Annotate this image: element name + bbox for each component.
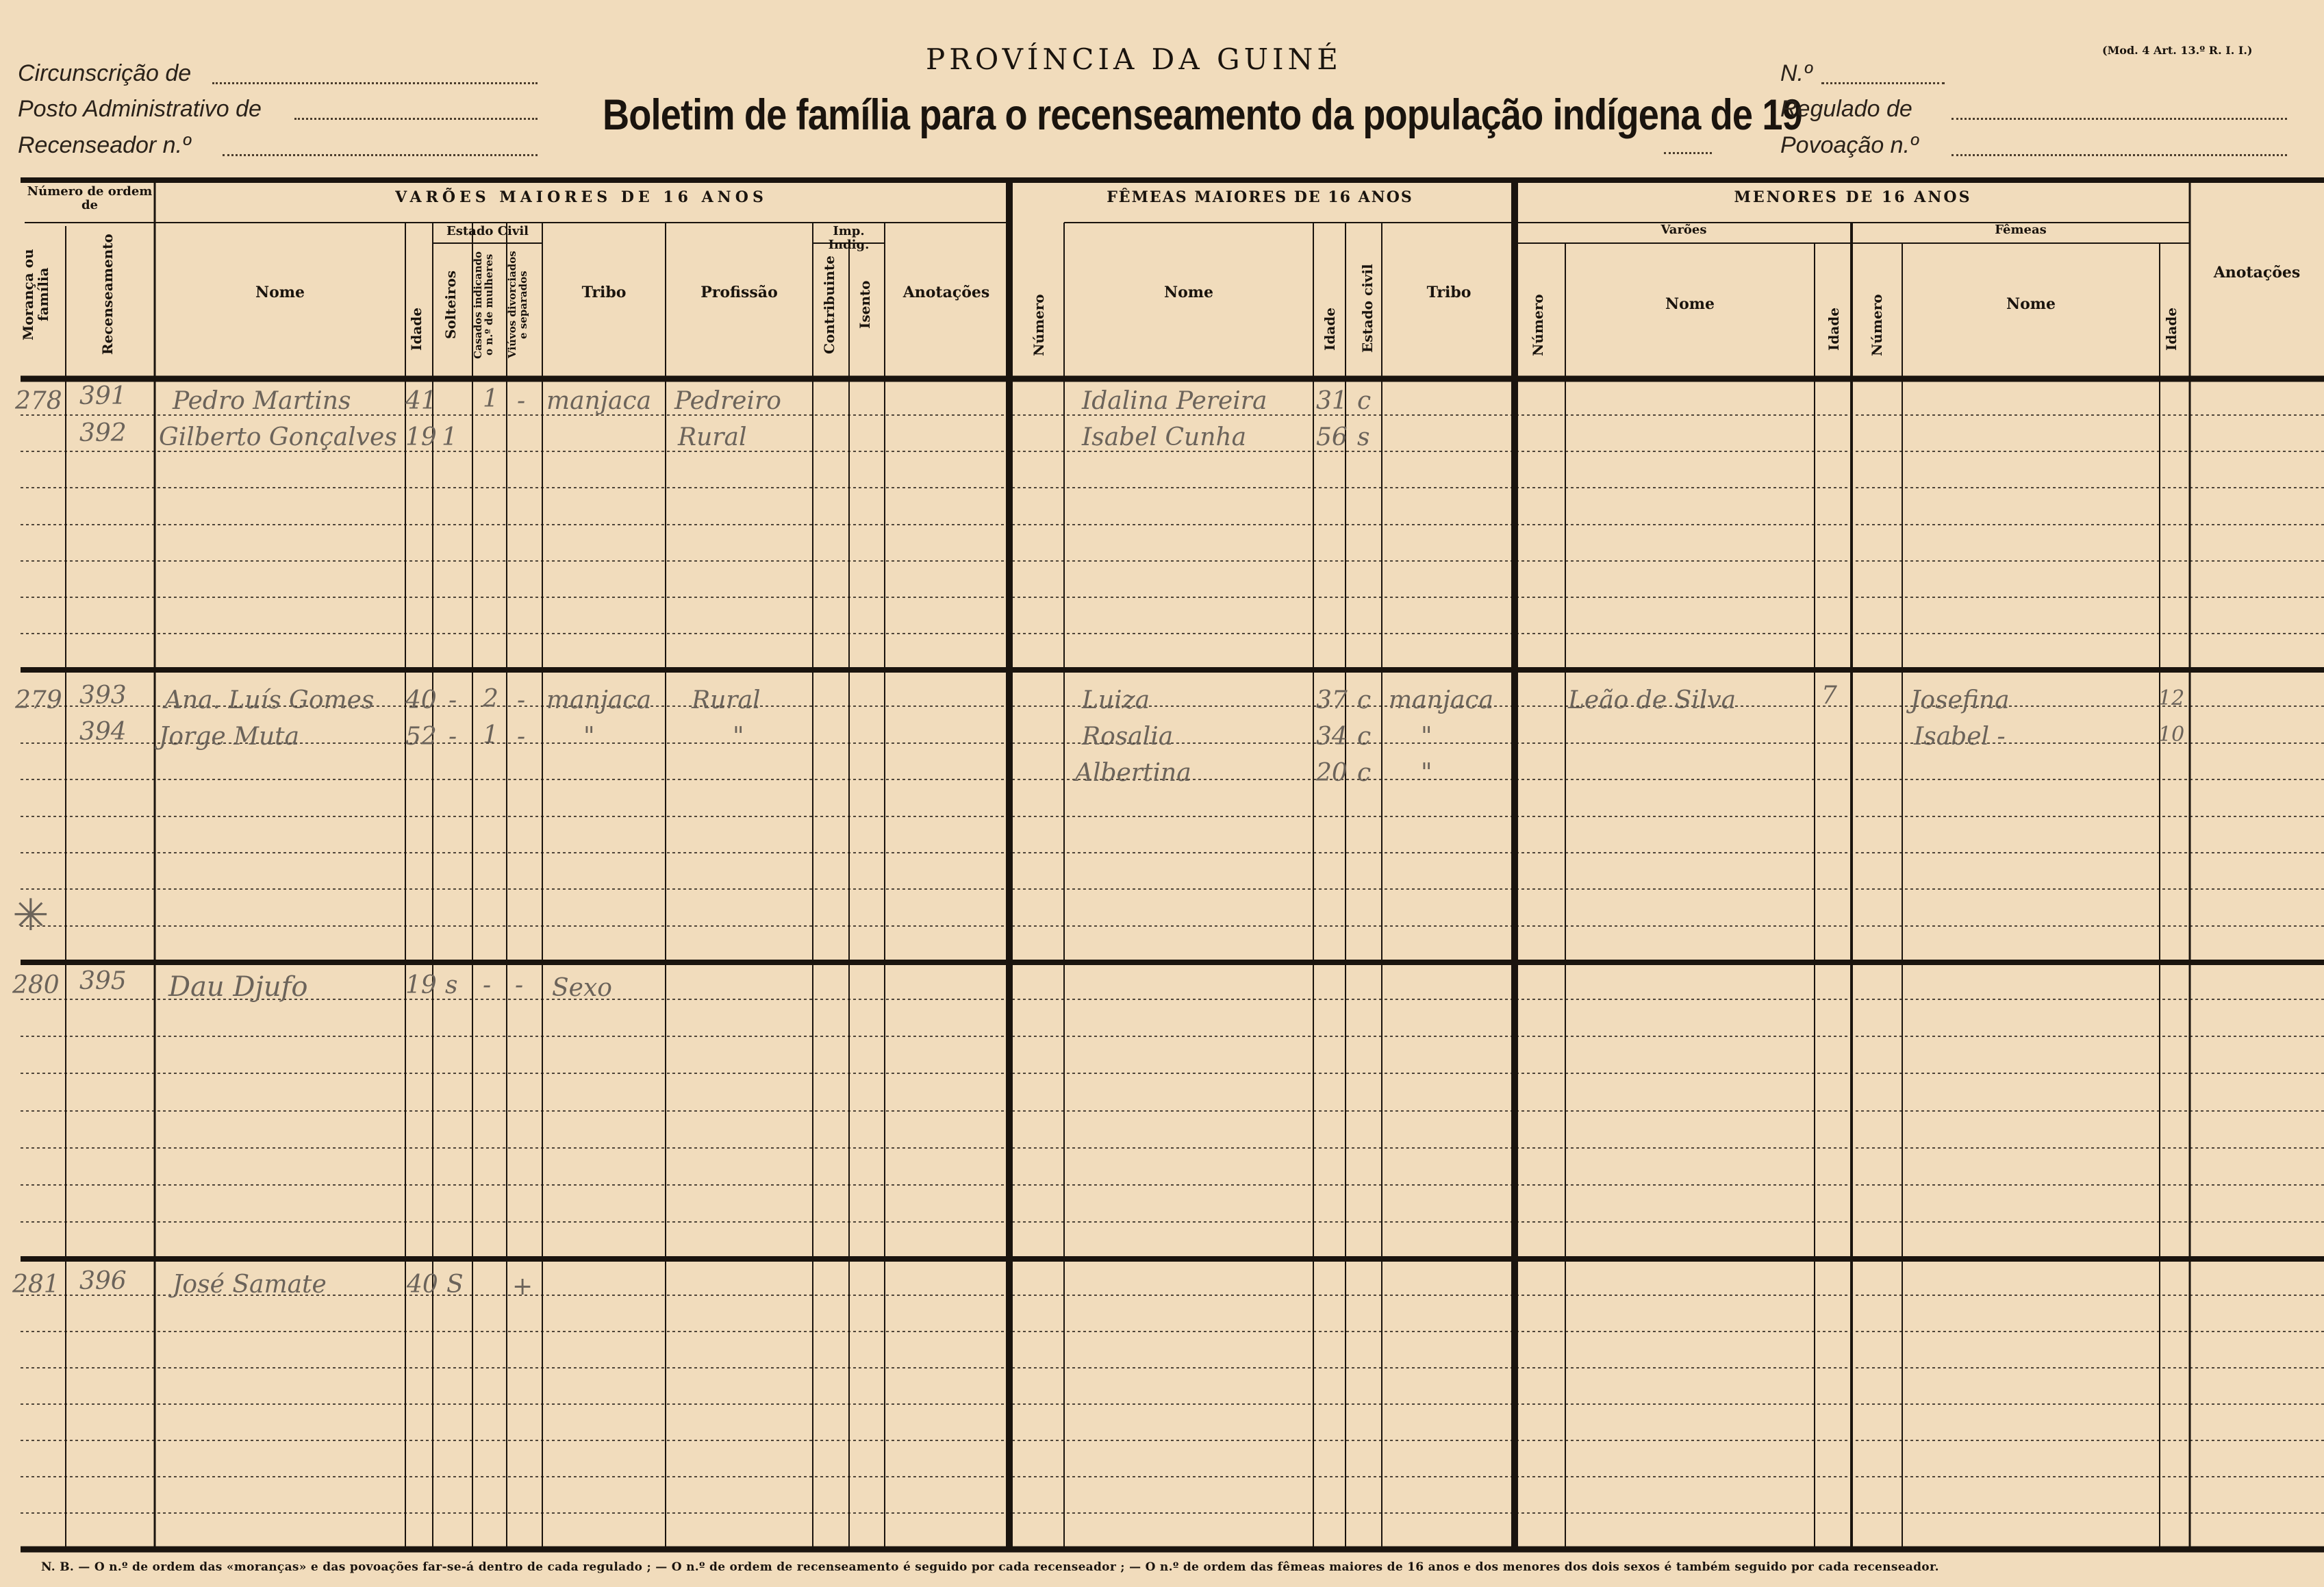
header-f-idade: Idade xyxy=(1322,307,1338,351)
e3-mv-idade[interactable]: 7 xyxy=(1821,682,1837,710)
e6-idade[interactable]: 19 xyxy=(405,971,437,999)
e5-f-nome[interactable]: Albertina xyxy=(1075,759,1191,787)
e2-nome[interactable]: Gilberto Gonçalves xyxy=(159,423,397,451)
e3-f-tribo[interactable]: manjaca xyxy=(1389,686,1494,714)
e6-solteiros[interactable]: s xyxy=(445,971,458,999)
e4-nome[interactable]: Jorge Muta xyxy=(159,723,300,751)
header-v-anotacoes: Anotações xyxy=(902,284,990,301)
e4-f-tribo[interactable]: " xyxy=(1421,723,1432,751)
margin-asterisk: ✳ xyxy=(12,890,49,941)
e4-f-nome[interactable]: Rosalia xyxy=(1082,723,1174,751)
e7-rec[interactable]: 396 xyxy=(79,1267,127,1295)
header-m-femeas: Fêmeas xyxy=(1995,223,2047,237)
header-solteiros: Solteiros xyxy=(442,270,459,340)
e3-casados[interactable]: 2 xyxy=(483,685,498,713)
e6-tribo[interactable]: Sexo xyxy=(552,974,612,1002)
header-isento: Isento xyxy=(857,280,873,329)
e2-profissao[interactable]: Rural xyxy=(678,423,747,451)
header-mv-idade: Idade xyxy=(1826,307,1842,351)
e4-f-idade[interactable]: 34 xyxy=(1316,723,1348,751)
e1-viuvos[interactable]: - xyxy=(517,387,526,415)
e4-mf-nome[interactable]: Isabel - xyxy=(1914,723,2006,751)
footer-note: N. B. — O n.º de ordem das «moranças» e das povoações far-se-á dentro de cada regulado ; — O n.º de ordem de recenseamento é seguido por cada recenseador ; — O n.º de ordem das fêmeas maiores de 16 anos e dos menores dos dois sexos é também seguido por cada recenseador. xyxy=(41,1560,1939,1574)
e1-idade[interactable]: 41 xyxy=(405,387,437,415)
e2-solteiros[interactable]: 1 xyxy=(442,423,457,451)
e4-tribo[interactable]: " xyxy=(583,723,595,751)
e6-moranca[interactable]: 280 xyxy=(12,971,60,999)
header-f-estado-civil: Estado civil xyxy=(1359,264,1376,353)
e3-tribo[interactable]: manjaca xyxy=(546,686,652,714)
header-mv-numero: Número xyxy=(1530,294,1546,357)
e3-rec[interactable]: 393 xyxy=(79,682,127,710)
header-estado-civil: Estado Civil xyxy=(446,224,529,238)
e2-f-ec[interactable]: s xyxy=(1357,423,1370,451)
e3-f-ec[interactable]: c xyxy=(1357,686,1372,714)
circunscricao-label: Circunscrição de xyxy=(18,60,192,86)
e1-f-ec[interactable]: c xyxy=(1357,387,1372,415)
header-numero-ordem: Número de ordem de xyxy=(27,184,153,212)
e4-viuvos[interactable]: - xyxy=(517,723,526,751)
header-v-tribo: Tribo xyxy=(581,284,627,301)
e1-f-nome[interactable]: Idalina Pereira xyxy=(1082,387,1267,415)
e1-moranca[interactable]: 278 xyxy=(15,387,62,415)
header-f-tribo: Tribo xyxy=(1426,284,1472,301)
e1-profissao[interactable]: Pedreiro xyxy=(674,387,781,415)
e2-f-nome[interactable]: Isabel Cunha xyxy=(1082,423,1247,451)
e4-casados[interactable]: 1 xyxy=(483,721,498,749)
e2-rec[interactable]: 392 xyxy=(79,419,127,447)
model-ref: (Mod. 4 Art. 13.º R. I. I.) xyxy=(2102,44,2253,57)
e4-rec[interactable]: 394 xyxy=(79,718,127,746)
e7-moranca[interactable]: 281 xyxy=(12,1271,60,1299)
posto-label: Posto Administrativo de xyxy=(18,96,262,122)
e5-f-tribo[interactable]: " xyxy=(1421,759,1432,787)
e1-f-idade[interactable]: 31 xyxy=(1316,387,1348,415)
header-contribuinte: Contribuinte xyxy=(821,255,837,354)
e4-profissao[interactable]: " xyxy=(733,723,744,751)
e3-f-nome[interactable]: Luiza xyxy=(1082,686,1150,714)
header-mv-nome: Nome xyxy=(1665,295,1715,313)
header-mf-idade: Idade xyxy=(2163,307,2180,351)
e1-nome[interactable]: Pedro Martins xyxy=(173,387,351,415)
e7-viuvos[interactable]: + xyxy=(512,1273,533,1301)
e3-f-idade[interactable]: 37 xyxy=(1316,686,1348,714)
recenseador-label: Recenseador n.º xyxy=(18,132,191,158)
e3-mf-nome[interactable]: Josefina xyxy=(1910,686,2010,714)
header-moranca: Morança ou família xyxy=(20,249,51,340)
header-mf-numero: Número xyxy=(1869,294,1885,357)
e3-moranca[interactable]: 279 xyxy=(15,686,62,714)
header-m-varoes: Varões xyxy=(1660,223,1707,237)
povoacao-label: Povoação n.º xyxy=(1780,132,1919,158)
header-menores: MENORES DE 16 ANOS xyxy=(1734,188,1972,206)
header-profissao: Profissão xyxy=(700,284,778,301)
e4-mf-idade[interactable]: 10 xyxy=(2158,723,2185,747)
e6-casados[interactable]: - xyxy=(483,971,492,999)
form-title: Boletim de família para o recenseamento da população indígena de 19 xyxy=(603,91,1802,139)
header-mf-nome: Nome xyxy=(2006,295,2056,313)
e4-f-ec[interactable]: c xyxy=(1357,723,1372,751)
header-m-anotacoes: Anotações xyxy=(2213,264,2301,282)
e7-solteiros[interactable]: S xyxy=(446,1271,464,1299)
e3-solteiros[interactable]: - xyxy=(449,686,457,714)
e3-idade[interactable]: 40 xyxy=(405,686,437,714)
header-recenseamento: Recenseamento xyxy=(99,234,116,355)
e2-idade[interactable]: 19 xyxy=(405,423,437,451)
numero-label: N.º xyxy=(1780,60,1813,86)
e3-mf-idade[interactable]: 12 xyxy=(2158,686,2185,710)
province-title: PROVÍNCIA DA GUINÉ xyxy=(926,42,1342,76)
e7-nome[interactable]: José Samate xyxy=(173,1271,327,1299)
header-f-nome: Nome xyxy=(1163,284,1214,301)
header-v-nome: Nome xyxy=(255,284,305,301)
header-f-numero: Número xyxy=(1031,294,1047,357)
e4-solteiros[interactable]: - xyxy=(449,723,457,751)
regulado-label: Regulado de xyxy=(1780,96,1912,122)
e5-f-idade[interactable]: 20 xyxy=(1316,759,1348,787)
header-v-idade: Idade xyxy=(408,307,425,351)
e5-f-ec[interactable]: c xyxy=(1357,759,1372,787)
e6-nome[interactable]: Dau Djufo xyxy=(168,971,308,1003)
e3-nome[interactable]: Ana. Luís Gomes xyxy=(164,686,375,714)
header-casados: Casados indicando o n.º de mulheres xyxy=(472,251,495,359)
e3-profissao[interactable]: Rural xyxy=(692,686,761,714)
header-varoes-maiores: VARÕES MAIORES DE 16 ANOS xyxy=(395,188,768,206)
header-viuvos: Viúvos divorciados e separados xyxy=(506,251,529,359)
e1-casados[interactable]: 1 xyxy=(483,385,498,413)
e1-rec[interactable]: 391 xyxy=(79,382,127,410)
e4-idade[interactable]: 52 xyxy=(405,723,437,751)
e2-f-idade[interactable]: 56 xyxy=(1316,423,1348,451)
e7-idade[interactable]: 40 xyxy=(407,1271,438,1299)
e3-mv-nome[interactable]: Leão de Silva xyxy=(1568,686,1736,714)
header-femeas-maiores: FÊMEAS MAIORES DE 16 ANOS xyxy=(1107,188,1413,206)
header-imp-indig: Imp. Indig. xyxy=(828,224,870,252)
e6-viuvos[interactable]: - xyxy=(515,971,524,999)
e3-viuvos[interactable]: - xyxy=(517,686,526,714)
e6-rec[interactable]: 395 xyxy=(79,967,127,995)
e1-tribo[interactable]: manjaca xyxy=(546,387,652,415)
